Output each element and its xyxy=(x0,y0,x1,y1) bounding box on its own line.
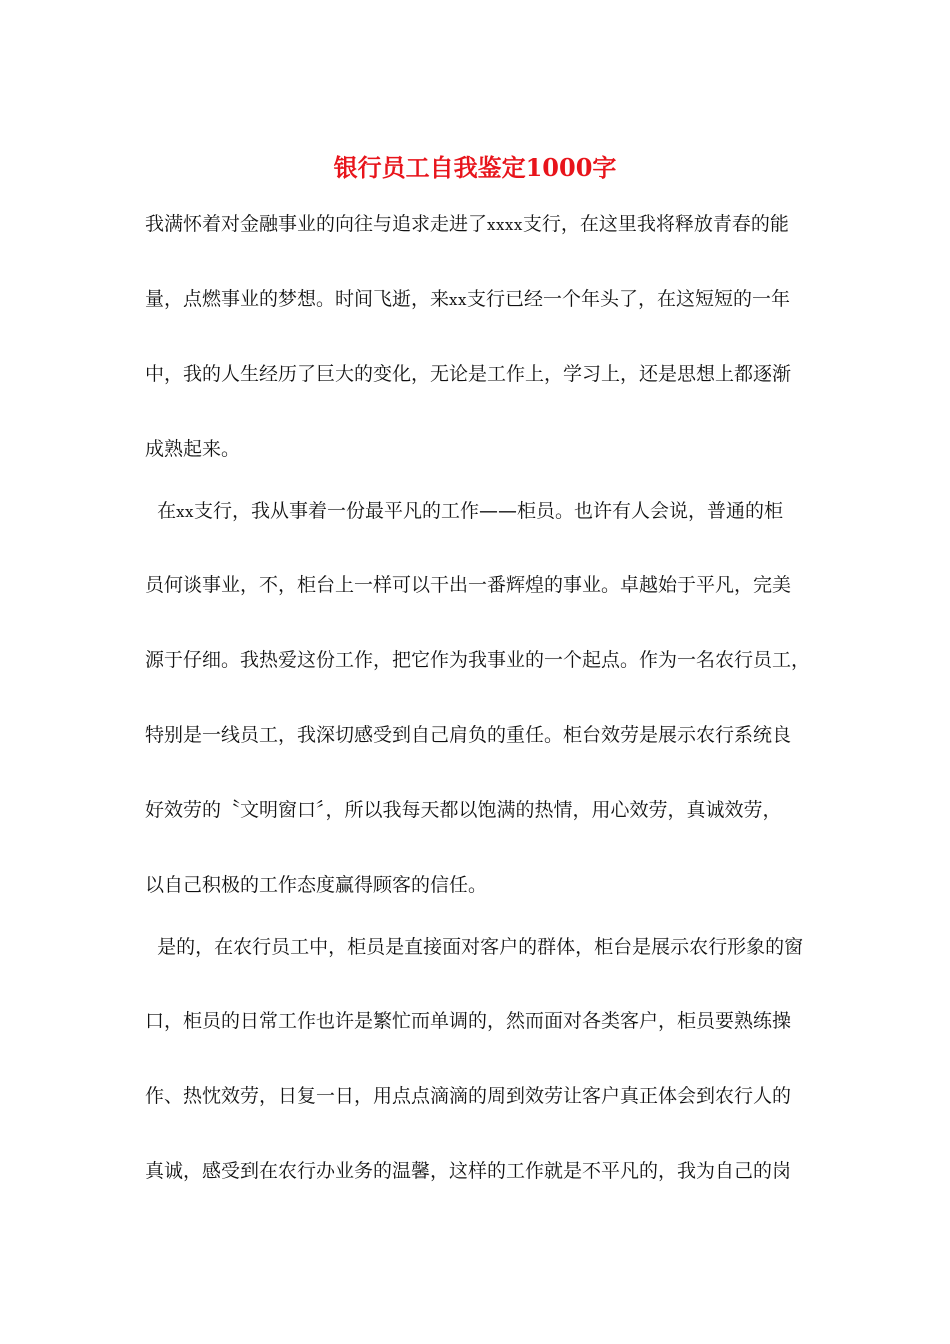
paragraph-line xyxy=(145,284,825,315)
line-text: 支行，我从事着一份最平凡的工作——柜员。也许有人会说，普通的柜 xyxy=(194,500,784,522)
line-text: 支行，在这里我将释放青春的能 xyxy=(522,213,789,235)
line-text: 在 xyxy=(145,500,177,522)
line-text: 是的，在农行员工中，柜员是直接面对客户的群体，柜台是展示农行形象的窗 xyxy=(145,936,804,958)
paragraph-line xyxy=(145,1156,825,1186)
line-text: 好效劳的〝文明窗口〞，所以我每天都以饱满的热情，用心效劳，真诚效劳， xyxy=(145,799,782,821)
line-text: 量，点燃事业的梦想。时间飞逝，来 xyxy=(145,288,450,310)
paragraph-line xyxy=(145,434,825,464)
paragraph-line xyxy=(145,1081,825,1111)
line-text: 我满怀着对金融事业的向往与追求走进了 xyxy=(145,213,488,235)
paragraph-line xyxy=(145,795,825,825)
paragraph-line xyxy=(145,720,825,750)
line-text: 成熟起来。 xyxy=(145,438,241,460)
line-text: 中，我的人生经历了巨大的变化，无论是工作上，学习上，还是思想上都逐渐 xyxy=(145,363,792,385)
line-text: 特别是一线员工，我深切感受到自己肩负的重任。柜台效劳是展示农行系统良 xyxy=(145,724,792,746)
paragraph-line xyxy=(145,359,825,389)
line-text: 支行已经一个年头了，在这短短的一年 xyxy=(466,288,790,310)
document-title: 银行员工自我鉴定1000字 xyxy=(333,153,617,182)
line-text: 口，柜员的日常工作也许是繁忙而单调的，然而面对各类客户，柜员要熟练操 xyxy=(145,1010,792,1032)
paragraph-line xyxy=(145,870,825,900)
line-text: 以自己积极的工作态度赢得顾客的信任。 xyxy=(145,874,488,896)
paragraph-line xyxy=(145,570,825,600)
placeholder-text: xxxx xyxy=(487,216,523,234)
line-text: 员何谈事业，不，柜台上一样可以干出一番辉煌的事业。卓越始于平凡，完美 xyxy=(145,574,792,596)
line-text: 真诚，感受到在农行办业务的温馨，这样的工作就是不平凡的，我为自己的岗 xyxy=(145,1160,792,1182)
line-text: 源于仔细。我热爱这份工作，把它作为我事业的一个起点。作为一名农行员工， xyxy=(145,649,811,671)
paragraph-line xyxy=(145,496,825,527)
line-text: 作、热忱效劳，日复一日，用点点滴滴的周到效劳让客户真正体会到农行人的 xyxy=(145,1085,792,1107)
placeholder-text: xx xyxy=(449,291,467,309)
paragraph-line xyxy=(145,209,825,240)
placeholder-text: xx xyxy=(176,503,195,521)
paragraph-line xyxy=(145,645,825,675)
paragraph-line xyxy=(145,932,825,962)
paragraph-line xyxy=(145,1006,825,1036)
